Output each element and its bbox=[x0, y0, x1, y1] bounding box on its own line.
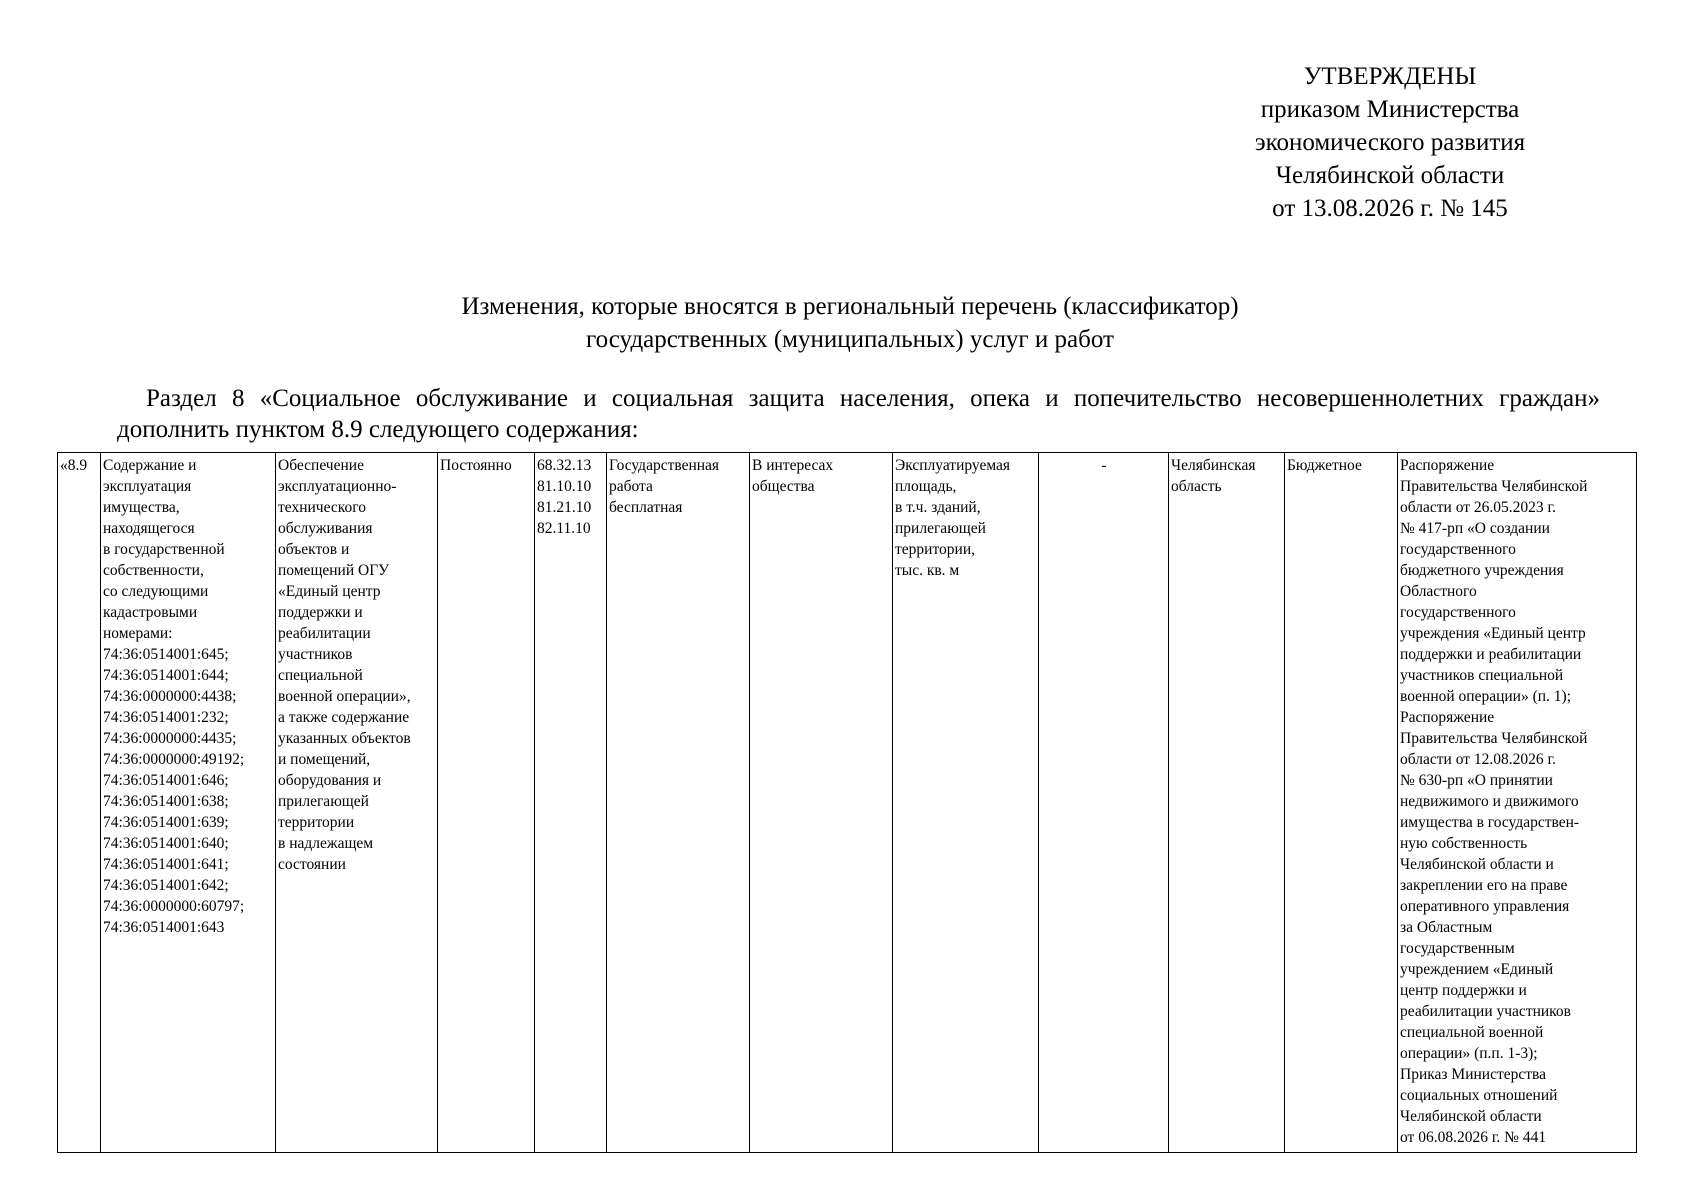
text-line: 74:36:0514001:646; bbox=[103, 772, 229, 789]
text-line: прилегающей bbox=[895, 520, 986, 537]
text-line: экономического развития bbox=[1254, 129, 1526, 156]
text-line: Эксплуатируемая bbox=[895, 457, 1011, 474]
item-number-cell: «8.9 bbox=[58, 453, 101, 1153]
text-line: области от 12.08.2026 г. bbox=[1400, 751, 1556, 768]
volume-indicator-cell bbox=[893, 453, 1039, 1153]
text-line: Содержание и bbox=[103, 457, 197, 474]
text-line: 74:36:0514001:640; bbox=[103, 835, 229, 852]
text-line: кадастровыми bbox=[103, 604, 198, 621]
text-line: 74:36:0514001:638; bbox=[103, 793, 229, 810]
frequency-cell: Постоянно bbox=[438, 453, 535, 1153]
text-line: 74:36:0000000:49192; bbox=[103, 751, 245, 768]
text-line: 74:36:0514001:639; bbox=[103, 814, 229, 831]
text-line: недвижимого и движимого bbox=[1400, 793, 1579, 810]
text-line: военной операции» (п. 1); bbox=[1400, 688, 1572, 705]
text-line: 81.21.10 bbox=[537, 499, 592, 516]
text-line: Правительства Челябинской bbox=[1400, 478, 1588, 495]
text-line: поддержки и реабилитации bbox=[1400, 646, 1582, 663]
text-line: территории, bbox=[895, 541, 975, 558]
text-line: площадь, bbox=[895, 478, 957, 495]
service-purpose-cell bbox=[276, 453, 438, 1153]
text-line: а также содержание bbox=[278, 709, 410, 726]
text-line: участников bbox=[278, 646, 353, 663]
interest-cell bbox=[750, 453, 893, 1153]
text-line: В интересах bbox=[752, 457, 834, 474]
text-line: Распоряжение bbox=[1400, 457, 1495, 474]
text-line: 74:36:0000000:4435; bbox=[103, 730, 237, 747]
text-line: 74:36:0514001:645; bbox=[103, 646, 229, 663]
text-line: собственности, bbox=[103, 562, 204, 579]
text-line: государственного bbox=[1400, 541, 1516, 558]
text-line: Обеспечение bbox=[278, 457, 364, 474]
text-line: эксплуатация bbox=[103, 478, 192, 495]
text-line: 74:36:0000000:60797; bbox=[103, 898, 245, 915]
text-line: государственного bbox=[1400, 604, 1516, 621]
text-line: 82.11.10 bbox=[537, 520, 591, 537]
text-line: Распоряжение bbox=[1400, 709, 1495, 726]
text-line: находящегося bbox=[103, 520, 195, 537]
approval-block bbox=[1220, 60, 1560, 225]
text-line: в т.ч. зданий, bbox=[895, 499, 981, 516]
institution-type-cell: Бюджетное bbox=[1285, 453, 1398, 1153]
text-line: государственным bbox=[1400, 940, 1515, 957]
text-line: операции» (п.п. 1-3); bbox=[1400, 1045, 1538, 1062]
text-line: реабилитации bbox=[278, 625, 371, 642]
text-line: учреждения «Единый центр bbox=[1400, 625, 1586, 642]
text-line: за Областным bbox=[1400, 919, 1493, 936]
text-line: помещений ОГУ bbox=[278, 562, 390, 579]
text-line: эксплуатационно- bbox=[278, 478, 397, 495]
text-line: Изменения, которые вносятся в региональный перечень (классификатор) bbox=[461, 293, 1239, 320]
text-line: учреждением «Единый bbox=[1400, 961, 1554, 978]
text-line: указанных объектов bbox=[278, 730, 411, 747]
text-line: закреплении его на праве bbox=[1400, 877, 1568, 894]
text-line: специальной bbox=[278, 667, 363, 684]
table-row bbox=[58, 453, 1637, 1153]
text-line: оборудования и bbox=[278, 772, 382, 789]
text-line: № 417-рп «О создании bbox=[1400, 520, 1550, 537]
text-line: в государственной bbox=[103, 541, 225, 558]
text-line: реабилитации участников bbox=[1400, 1003, 1571, 1020]
text-line: специальной военной bbox=[1400, 1024, 1544, 1041]
legal-basis-cell bbox=[1398, 453, 1637, 1153]
text-line: область bbox=[1171, 478, 1222, 495]
text-line: области от 26.05.2023 г. bbox=[1400, 499, 1556, 516]
text-line: ную собственность bbox=[1400, 835, 1528, 852]
text-line: территории bbox=[278, 814, 355, 831]
text-line: Челябинской области и bbox=[1400, 856, 1554, 873]
text-line: тыс. кв. м bbox=[895, 562, 960, 579]
text-line: Челябинской области bbox=[1400, 1108, 1542, 1125]
region-cell bbox=[1169, 453, 1285, 1153]
text-line: 74:36:0000000:4438; bbox=[103, 688, 237, 705]
text-line: бюджетного учреждения bbox=[1400, 562, 1564, 579]
text-line: бесплатная bbox=[609, 499, 683, 516]
empty-value-cell: - bbox=[1039, 453, 1169, 1153]
text-line: от 06.08.2026 г. № 441 bbox=[1400, 1129, 1547, 1146]
text-line: 81.10.10 bbox=[537, 478, 592, 495]
text-line: 74:36:0514001:644; bbox=[103, 667, 229, 684]
text-line: приказом Министерства bbox=[1260, 96, 1520, 123]
text-line: Челябинской области bbox=[1275, 162, 1505, 189]
text-line: оперативного управления bbox=[1400, 898, 1570, 915]
text-line: Областного bbox=[1400, 583, 1477, 600]
text-line: поддержки и bbox=[278, 604, 363, 621]
text-line: социальных отношений bbox=[1400, 1087, 1558, 1104]
text-line: Челябинская bbox=[1171, 457, 1256, 474]
text-line: центр поддержки и bbox=[1400, 982, 1527, 999]
text-line: 68.32.13 bbox=[537, 457, 592, 474]
text-line: 74:36:0514001:641; bbox=[103, 856, 229, 873]
text-line: УТВЕРЖДЕНЫ bbox=[1303, 63, 1477, 90]
text-line: и помещений, bbox=[278, 751, 371, 768]
text-line: в надлежащем bbox=[278, 835, 374, 852]
service-content-cell bbox=[101, 453, 276, 1153]
intro-paragraph: Раздел 8 «Социальное обслуживание и социальная защита населения, опека и попечительство несовершеннолетних граждан» дополнить пунктом 8.9 следующего содержания: bbox=[117, 385, 1600, 443]
text-line: 74:36:0514001:232; bbox=[103, 709, 229, 726]
text-line: военной операции», bbox=[278, 688, 411, 705]
text-line: состоянии bbox=[278, 856, 346, 873]
text-line: имущества, bbox=[103, 499, 180, 516]
text-line: технического bbox=[278, 499, 366, 516]
text-line: от 13.08.2026 г. № 145 bbox=[1272, 195, 1508, 222]
text-line: участников специальной bbox=[1400, 667, 1564, 684]
text-line: номерами: bbox=[103, 625, 173, 642]
text-line: обслуживания bbox=[278, 520, 373, 537]
text-line: 74:36:0514001:643 bbox=[103, 919, 225, 936]
text-line: работа bbox=[609, 478, 653, 495]
text-line: Правительства Челябинской bbox=[1400, 730, 1588, 747]
text-line: Государственная bbox=[609, 457, 720, 474]
document-title bbox=[100, 290, 1600, 356]
work-type-cell bbox=[607, 453, 750, 1153]
text-line: общества bbox=[752, 478, 815, 495]
okved-codes-cell bbox=[535, 453, 607, 1153]
text-line: 74:36:0514001:642; bbox=[103, 877, 229, 894]
services-table bbox=[57, 452, 1637, 1153]
text-line: «Единый центр bbox=[278, 583, 381, 600]
text-line: со следующими bbox=[103, 583, 209, 600]
text-line: объектов и bbox=[278, 541, 350, 558]
text-line: прилегающей bbox=[278, 793, 369, 810]
text-line: Приказ Министерства bbox=[1400, 1066, 1547, 1083]
text-line: имущества в государствен- bbox=[1400, 814, 1580, 831]
text-line: № 630-рп «О принятии bbox=[1400, 772, 1553, 789]
text-line: государственных (муниципальных) услуг и работ bbox=[586, 326, 1114, 353]
